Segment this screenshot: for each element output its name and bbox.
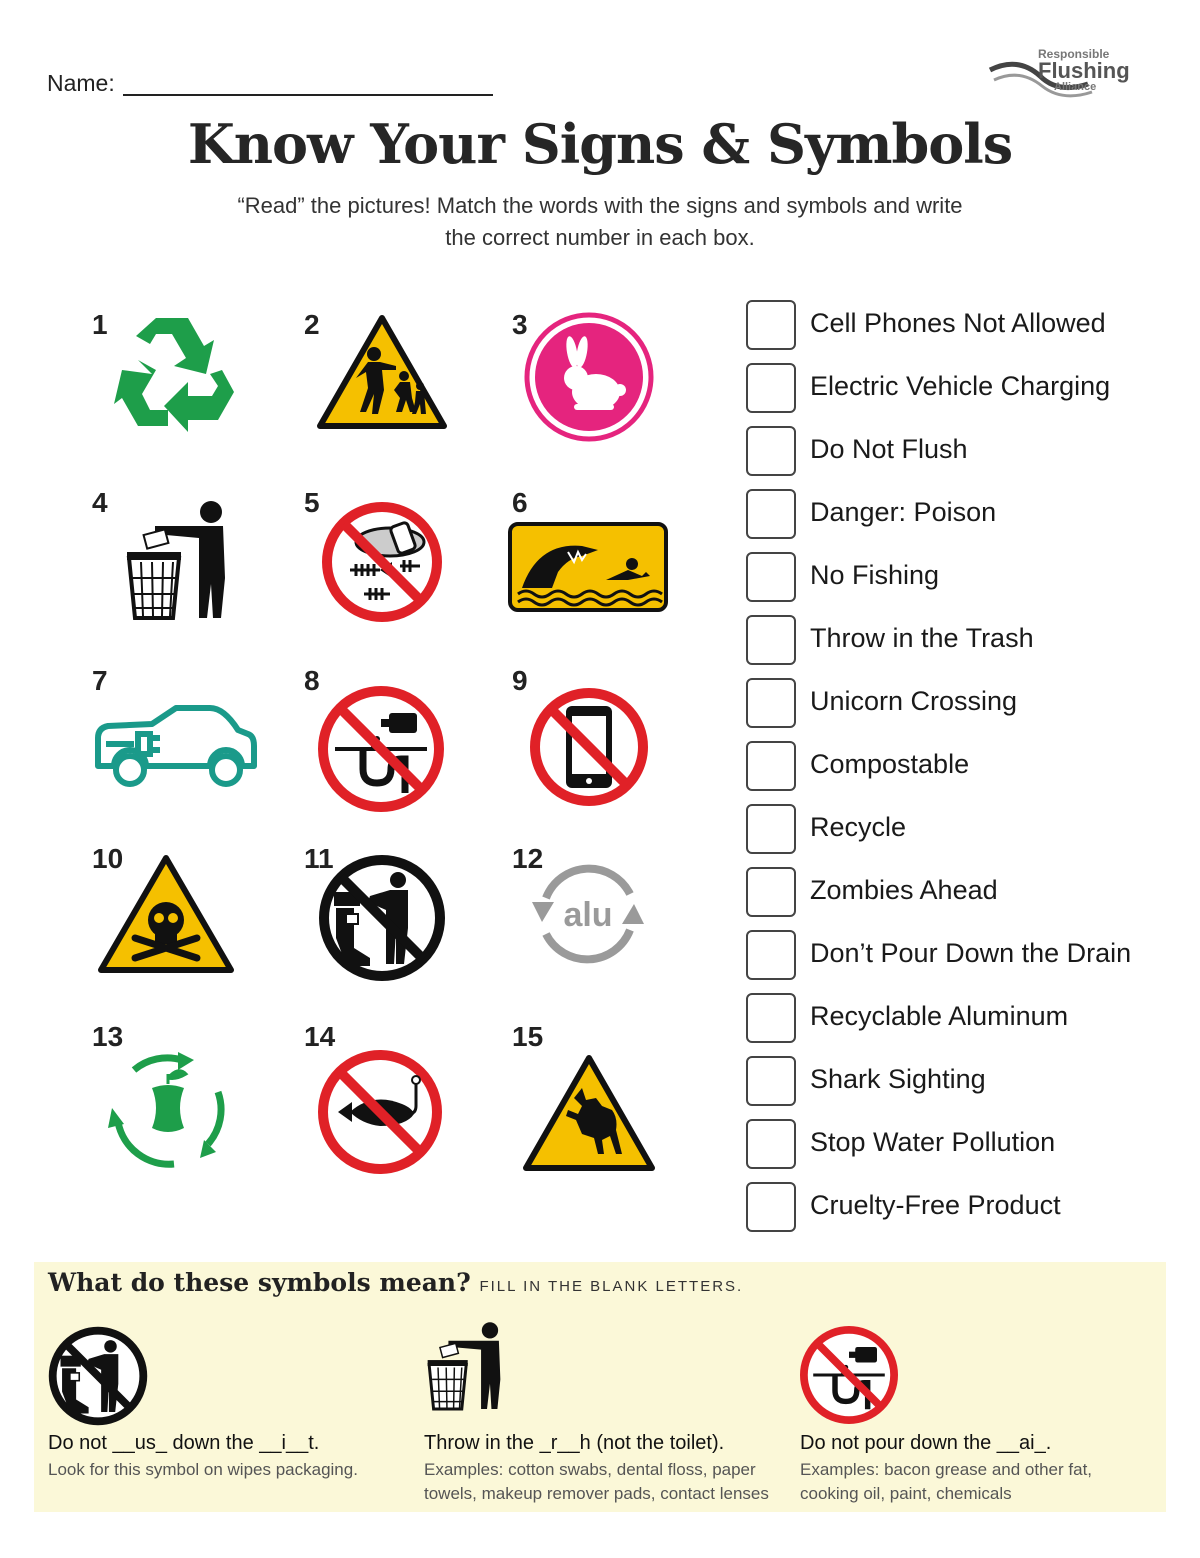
logo-line2: Flushing (1038, 58, 1130, 83)
checklist-item (746, 741, 1186, 795)
sign-number-14: 14 (304, 1021, 336, 1052)
checklist-label: Cruelty-Free Product (810, 1190, 1061, 1220)
checklist-label: No Fishing (810, 560, 940, 590)
throw-in-trash-icon (426, 1320, 502, 1412)
no-fishing-icon (316, 1048, 444, 1176)
checklist-label: Recyclable Aluminum (810, 1001, 1069, 1031)
answer-box[interactable] (746, 552, 796, 602)
checklist-item (746, 1182, 1186, 1236)
panel-heading: What do these symbols mean? (48, 1268, 471, 1297)
zombies-warning-icon (316, 314, 448, 432)
answer-box[interactable] (746, 930, 796, 980)
panel-instruction: FILL IN THE BLANK LETTERS. (479, 1278, 744, 1295)
name-label: Name: (47, 70, 115, 96)
checklist-item (746, 804, 1186, 858)
answer-box[interactable] (746, 363, 796, 413)
no-water-pollution-icon (320, 500, 444, 624)
sign-number-1: 1 (92, 309, 108, 340)
instructions (150, 190, 1050, 254)
unicorn-crossing-icon (522, 1054, 656, 1174)
cruelty-free-rabbit-icon (524, 312, 654, 442)
checklist-item (746, 426, 1186, 480)
checklist-item (746, 300, 1186, 354)
page-title: Know Your Signs & Symbols (187, 112, 1013, 176)
sign-number-7: 7 (92, 665, 108, 696)
sign-number-11: 11 (304, 843, 334, 874)
checklist-item (746, 678, 1186, 732)
sign-number-13: 13 (92, 1021, 124, 1052)
sign-number-12: 12 (512, 843, 544, 874)
sign-number-6: 6 (512, 487, 528, 518)
sign-number-2: 2 (304, 309, 320, 340)
sign-number-8: 8 (304, 665, 320, 696)
hint-drain (800, 1458, 1092, 1506)
answer-box[interactable] (746, 300, 796, 350)
checklist-label: Stop Water Pollution (810, 1127, 1056, 1157)
checklist-label: Do Not Flush (810, 434, 968, 464)
answer-box[interactable] (746, 1182, 796, 1232)
electric-car-icon (92, 704, 258, 792)
poison-skull-icon (97, 854, 235, 976)
hint-line: Examples: cotton swabs, dental floss, paper (424, 1460, 756, 1479)
alu-label: alu (563, 896, 613, 934)
checklist-item (746, 1119, 1186, 1173)
sign-number-5: 5 (304, 487, 320, 518)
checklist-item (746, 930, 1186, 984)
hint-flush (48, 1458, 358, 1482)
answer-box[interactable] (746, 1119, 796, 1169)
answer-box[interactable] (746, 678, 796, 728)
throw-in-trash-icon (125, 498, 227, 622)
fill-blank-trash[interactable]: Throw in the _r__h (not the toilet). (424, 1432, 725, 1454)
do-not-flush-icon (318, 854, 446, 982)
checklist-item (746, 867, 1186, 921)
checklist-item (746, 615, 1186, 669)
checklist-item (746, 552, 1186, 606)
responsible-flushing-alliance-logo (988, 44, 1158, 104)
fill-blank-flush[interactable]: Do not __us_ down the __i__t. (48, 1432, 320, 1454)
shark-sighting-icon (508, 522, 668, 612)
compostable-apple-icon (104, 1048, 232, 1172)
instructions-line2: the correct number in each box. (445, 225, 755, 250)
checklist-label: Unicorn Crossing (810, 686, 1018, 716)
checklist-item (746, 993, 1186, 1047)
answer-box[interactable] (746, 804, 796, 854)
sign-number-10: 10 (92, 843, 124, 874)
checklist-label: Electric Vehicle Charging (810, 371, 1111, 401)
checklist-label: Cell Phones Not Allowed (810, 308, 1106, 338)
sign-number-9: 9 (512, 665, 528, 696)
hint-trash (424, 1458, 769, 1506)
logo-line3: Alliance (1054, 81, 1097, 93)
checklist-label: Danger: Poison (810, 497, 997, 527)
name-field[interactable] (123, 94, 493, 96)
answer-box[interactable] (746, 993, 796, 1043)
checklist-label: Don’t Pour Down the Drain (810, 938, 1132, 968)
hint-line: towels, makeup remover pads, contact lenses (424, 1484, 769, 1503)
answer-box[interactable] (746, 426, 796, 476)
checklist-item (746, 1056, 1186, 1110)
sign-number-15: 15 (512, 1021, 544, 1052)
instructions-line1: “Read” the pictures! Match the words with the signs and symbols and write (237, 193, 963, 218)
checklist-item (746, 489, 1186, 543)
answer-box[interactable] (746, 489, 796, 539)
recyclable-aluminum-icon (526, 858, 650, 970)
answer-box[interactable] (746, 867, 796, 917)
checklist-label: Recycle (810, 812, 907, 842)
panel-title (48, 1268, 743, 1297)
checklist-item (746, 363, 1186, 417)
logo-line1: Responsible (1038, 47, 1110, 61)
hint-line: cooking oil, paint, chemicals (800, 1484, 1012, 1503)
recycle-icon (108, 312, 236, 436)
sign-number-4: 4 (92, 487, 108, 518)
fill-blank-drain[interactable]: Do not pour down the __ai_. (800, 1432, 1052, 1454)
checklist-label: Compostable (810, 749, 970, 779)
checklist-label: Throw in the Trash (810, 623, 1034, 653)
hint-line: Examples: bacon grease and other fat, (800, 1460, 1093, 1479)
answer-box[interactable] (746, 741, 796, 791)
answer-box[interactable] (746, 1056, 796, 1106)
hint-line: Look for this symbol on wipes packaging. (48, 1460, 358, 1479)
no-pour-drain-icon (318, 686, 444, 812)
sign-number-3: 3 (512, 309, 528, 340)
do-not-flush-icon (48, 1326, 148, 1426)
no-cell-phone-icon (528, 686, 650, 808)
no-pour-drain-icon (800, 1326, 898, 1424)
checklist-label: Shark Sighting (810, 1064, 986, 1094)
answer-box[interactable] (746, 615, 796, 665)
checklist-label: Zombies Ahead (810, 875, 998, 905)
